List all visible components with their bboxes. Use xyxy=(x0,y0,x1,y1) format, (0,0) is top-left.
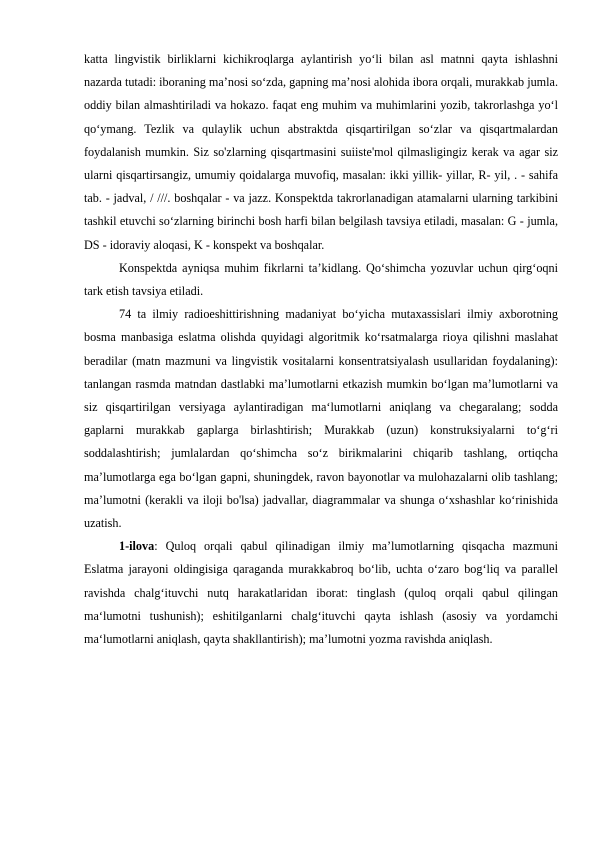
paragraph-2 xyxy=(84,257,558,303)
paragraph-4-text: : Quloq orqali qabul qilinadigan ilmiy ma’lumotlarning qisqacha mazmuni Eslatma jarayoni oldingisiga qaraganda murakkabroq bo‘lib, uchta o‘zaro bog‘liq va parallel ravishda chalg‘ituvchi nutq harakatlaridan iborat: tinglash (quloq orqali qabul qilingan ma‘lumotni tushunish); eshitilganlarni chalg‘ituvchi qayta ishlash (asosiy va yordamchi ma‘lumotlarni aniqlash, qayta shakllantirish); ma’lumotni yozma ravishda aniqlash. xyxy=(84,539,558,647)
paragraph-2-text: Konspektda ayniqsa muhim fikrlarni ta’kidlang. Qo‘shimcha yozuvlar uchun qirg‘oqni tark etish tavsiya etiladi. xyxy=(84,260,558,299)
document-page xyxy=(84,48,558,651)
paragraph-1-text: katta lingvistik birliklarni kichikroqlarga aylantirish yo‘li bilan asl matnni qayta ishlashni nazarda tutadi: iboraning ma’nosi so‘zda, gapning ma’nosi alohida ibora orqali, murakkab jumla. oddiy bilan almashtiriladi va hokazo. faqat eng muhim va muhimlarini yozib, takrorlashga yo‘l qo‘ymang. Tezlik va qulaylik uchun abstraktda qisqartirilgan so‘zlar va qisqartmalardan foydalanish mumkin. Siz so'zlarning qisqartmasini suiiste'mol qilmasligingiz kerak va agar siz ularni qisqartirsangiz, umumiy qoidalarga muvofiq, masalan: ikki yillik- yillar, R- yil, . - sahifa tab. - jadval, / ///. boshqalar - va jazz. Konspektda takrorlanadigan atamalarni ularning tarkibini tashkil etuvchi so‘zlarning birinchi bosh harfi bilan belgilash tavsiya etiladi, masalan: G - jumla, DS - idoraviy aloqasi, K - konspekt va boshqalar. xyxy=(84,52,558,252)
paragraph-4 xyxy=(84,535,558,651)
paragraph-3-text: 74 ta ilmiy radioeshittirishning madaniyat bo‘yicha mutaxassislari ilmiy axborotning bosma manbasiga eslatma olishda quyidagi algoritmik ko‘rsatmalarga rioya qilishni maslahat beradilar (matn mazmuni va lingvistik vositalarni konsentratsiyalash usullaridan foydalaning): tanlangan rasmda matndan dastlabki ma’lumotlarni etkazish mumkin bo‘lgan ma’lumotlarni va siz qisqartirilgan versiyaga aylantiradigan ma‘lumotlarni aniqlang va chegaralang; sodda gaplarni murakkab gaplarga birlashtirish; Murakkab (uzun) konstruksiyalarni to‘g‘ri soddalashtirish; jumlalardan qo‘shimcha so‘z birikmalarini chiqarib tashlang, ortiqcha ma’lumotlarga ega bo‘lgan gapni, shuningdek, ravon bayonotlar va mulohazalarni olib tashlang; ma’lumotni (kerakli va iloji bo'lsa) jadvallar, diagrammalar va shunga o‘xshashlar ko‘rinishida uzatish. xyxy=(84,307,558,531)
paragraph-1 xyxy=(84,48,558,257)
appendix-label: 1-ilova xyxy=(119,539,155,554)
paragraph-3 xyxy=(84,303,558,535)
